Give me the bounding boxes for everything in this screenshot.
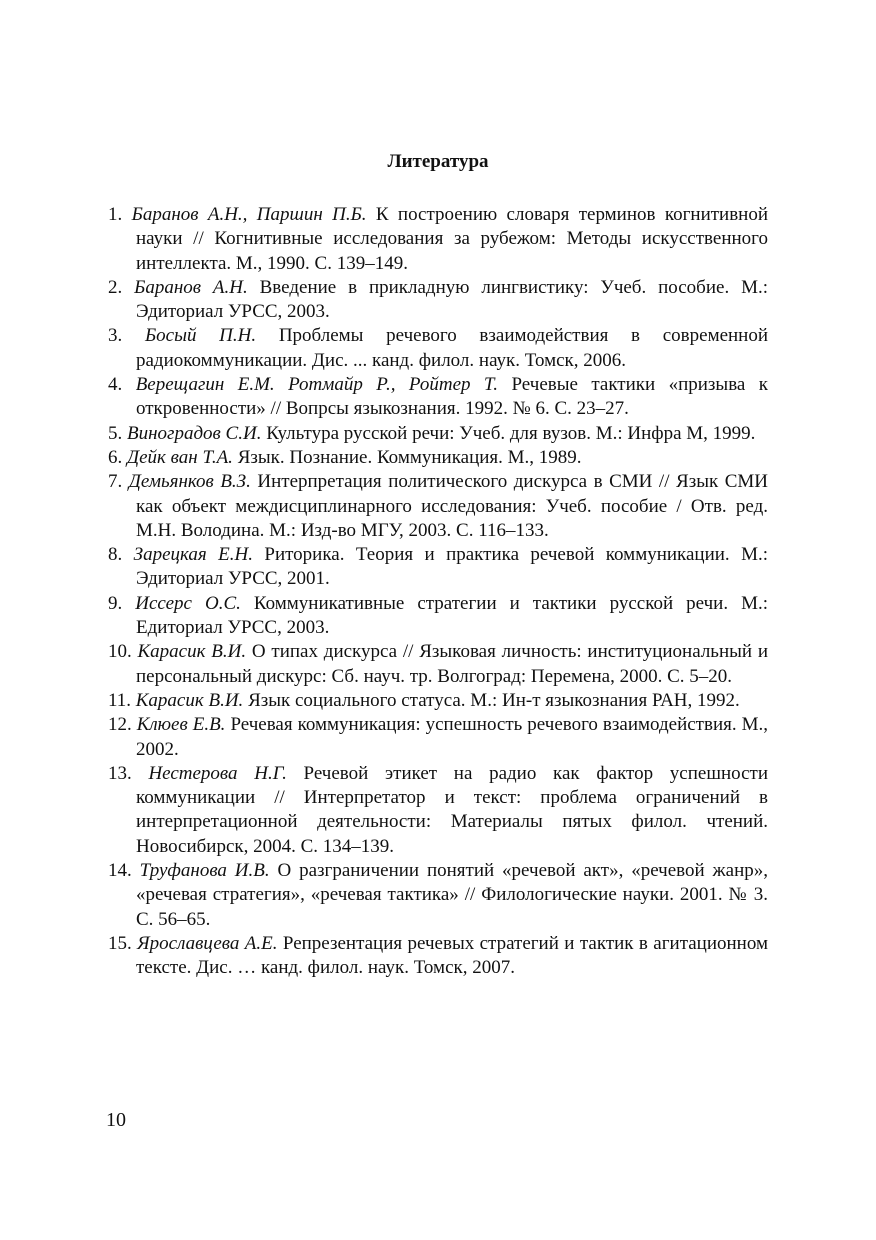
reference-author: Карасик В.И. (137, 641, 247, 663)
reference-text: Речевая коммуникация: успешность речевого взаимодействия. М., 2002. (136, 714, 768, 760)
reference-number: 12. (108, 714, 132, 736)
reference-number: 15. (108, 932, 132, 954)
reference-number: 13. (108, 762, 132, 784)
reference-author: Дейк ван Т.А. (127, 446, 233, 468)
reference-author: Демьянков В.З. (128, 471, 251, 493)
reference-item (108, 592, 768, 641)
reference-text: Речевые тактики «призыва к откровенности» // Вопрсы языкознания. 1992. № 6. С. 23–27. (136, 374, 769, 420)
reference-number: 8. (108, 544, 123, 566)
reference-number: 11. (108, 689, 132, 711)
reference-number: 9. (108, 592, 123, 614)
reference-text: Интерпретация политического дискурса в СМИ // Язык СМИ как объект междисциплинарного исследования: Учеб. пособие / Отв. ред. М.Н. Володина. М.: Изд-во МГУ, 2003. С. 116–133. (136, 471, 769, 541)
reference-author: Клюев Е.В. (136, 714, 226, 736)
reference-author: Верещагин Е.М. Ротмайр Р., Ройтер Т. (135, 374, 499, 396)
reference-author: Ярославцева А.Е. (137, 932, 278, 954)
reference-text: Введение в прикладную лингвистику: Учеб. пособие. М.: Эдиториал УРСС, 2003. (136, 276, 769, 323)
reference-author: Виноградов С.И. (127, 422, 262, 444)
reference-number: 3. (108, 325, 123, 347)
reference-text: Репрезентация речевых стратегий и тактик в агитационном тексте. Дис. … канд. филол. наук. Томск, 2007. (136, 932, 768, 979)
reference-item (108, 324, 768, 373)
reference-author: Нестерова Н.Г. (148, 762, 287, 784)
reference-author: Баранов А.Н. (134, 276, 248, 298)
reference-text: Коммуникативные стратегии и тактики русской речи. М.: Едиториал УРСС, 2003. (136, 592, 769, 639)
reference-item (108, 373, 768, 422)
reference-author: Иссерс О.С. (135, 592, 241, 614)
reference-number: 14. (108, 860, 132, 882)
reference-number: 10. (108, 641, 132, 663)
reference-text: Культура русской речи: Учеб. для вузов. М.: Инфра М, 1999. (266, 422, 756, 444)
reference-number: 1. (108, 204, 123, 225)
reference-number: 5. (108, 422, 123, 444)
reference-item (108, 932, 768, 981)
reference-text: Язык. Познание. Коммуникация. М., 1989. (237, 446, 582, 468)
reference-number: 4. (108, 374, 123, 396)
reference-text: Риторика. Теория и практика речевой коммуникации. М.: Эдиториал УРСС, 2001. (136, 544, 769, 590)
reference-author: Зарецкая Е.Н. (133, 544, 253, 566)
reference-text: О типах дискурса // Языковая личность: институциональный и персональный дискурс: Сб. науч. тр. Волгоград: Перемена, 2000. С. 5–20. (136, 641, 769, 687)
reference-item (108, 713, 768, 762)
reference-item (108, 859, 768, 932)
reference-item (108, 762, 768, 859)
reference-text: Проблемы речевого взаимодействия в современной радиокоммуникации. Дис. ... канд. филол. наук. Томск, 2006. (136, 325, 769, 371)
reference-list (108, 203, 768, 981)
reference-number: 7. (108, 471, 123, 493)
reference-author: Карасик В.И. (135, 689, 244, 711)
reference-item (108, 276, 768, 325)
reference-author: Труфанова И.В. (139, 860, 270, 882)
reference-text: Речевой этикет на радио как фактор успешности коммуникации // Интерпретатор и текст: проблема ограничений в интерпретационной деятельности: Материалы пятых филол. чтений. Новосибирск, 2004. С. 134–139. (136, 762, 769, 857)
reference-text: О разграничении понятий «речевой акт», «речевой жанр», «речевая стратегия», «речевая тактика» // Филологические науки. 2001. № 3. С. 56–65. (136, 860, 769, 930)
page-number: 10 (106, 1109, 126, 1131)
reference-item (108, 446, 768, 470)
reference-item (108, 640, 768, 689)
reference-text: Язык социального статуса. М.: Ин-т языкознания РАН, 1992. (248, 689, 740, 711)
reference-number: 2. (108, 276, 123, 298)
reference-item (108, 689, 768, 713)
reference-author: Босый П.Н. (144, 325, 257, 347)
page-title: Литература (387, 151, 489, 172)
reference-item (108, 203, 768, 276)
reference-text: К построению словаря терминов когнитивной науки // Когнитивные исследования за рубежом: Методы искусственного интеллекта. М., 1990. С. 139–149. (136, 204, 769, 274)
reference-item (108, 470, 768, 543)
reference-item (108, 543, 768, 592)
reference-author: Баранов А.Н., Паршин П.Б. (131, 204, 367, 225)
reference-number: 6. (108, 446, 123, 468)
reference-item (108, 422, 768, 446)
